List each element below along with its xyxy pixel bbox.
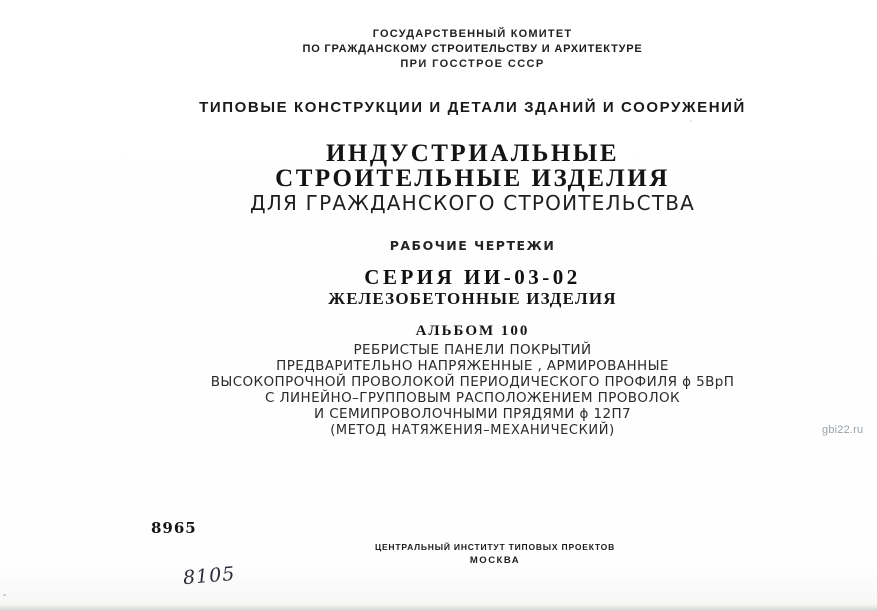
main-title [105,141,840,216]
album-description-line: РЕБРИСТЫЕ ПАНЕЛИ ПОКРЫТИЙ [353,342,592,358]
scan-speck [690,120,692,122]
scan-speck [3,594,6,596]
series-banner [105,99,840,116]
main-title-line-3: ДЛЯ ГРАЖДАНСКОГО СТРОИТЕЛЬСТВА [249,191,696,215]
city-name: МОСКВА [469,555,521,566]
album-description-line: ВЫСОКОПРОЧНОЙ ПРОВОЛОКОЙ ПЕРИОДИЧЕСКОГО ПРОФИЛЯ ϕ 5ВрП [210,374,735,390]
page-edge-shadow [0,604,877,611]
institute-block [340,541,650,569]
main-title-line-2: СТРОИТЕЛЬНЫЕ ИЗДЕЛИЯ [275,165,670,192]
album-description-line: И СЕМИПРОВОЛОЧНЫМИ ПРЯДЯМИ ϕ 12П7 [314,406,631,422]
series-banner-text: ТИПОВЫЕ КОНСТРУКЦИИ И ДЕТАЛИ ЗДАНИЙ И СООРУЖЕНИЙ [199,99,746,116]
watermark: gbi22.ru [822,424,864,436]
committee-line-3: ПРИ ГОССТРОЕ СССР [400,58,545,70]
series-designation: СЕРИЯ ИИ-03-02 [364,265,581,289]
series-category: ЖЕЛЕЗОБЕТОННЫЕ ИЗДЕЛИЯ [328,289,617,308]
album-block [105,322,840,422]
subtitle-text: РАБОЧИЕ ЧЕРТЕЖИ [389,238,556,253]
album-description-line: С ЛИНЕЙНО–ГРУППОВЫМ РАСПОЛОЖЕНИЕМ ПРОВОЛОК [264,390,681,406]
method-note: (МЕТОД НАТЯЖЕНИЯ–МЕХАНИЧЕСКИЙ) [330,423,615,438]
order-number: 8965 [151,519,197,537]
main-title-line-1: ИНДУСТРИАЛЬНЫЕ [325,140,620,167]
committee-header [105,27,840,72]
album-title: АЛЬБОМ 100 [415,323,530,339]
handwritten-number: 8105 [182,562,237,590]
album-description-line: ПРЕДВАРИТЕЛЬНО НАПРЯЖЕННЫЕ , АРМИРОВАННЫЕ [276,358,669,374]
subtitle-working-drawings [105,238,840,253]
committee-line-2: ПО ГРАЖДАНСКОМУ СТРОИТЕЛЬСТВУ И АРХИТЕКТУРЕ [302,43,643,55]
method-note-block [105,423,840,438]
committee-line-1: ГОСУДАРСТВЕННЫЙ КОМИТЕТ [372,28,573,40]
series-designation-block [105,265,840,309]
institute-name: ЦЕНТРАЛЬНЫЙ ИНСТИТУТ ТИПОВЫХ ПРОЕКТОВ [374,542,616,552]
